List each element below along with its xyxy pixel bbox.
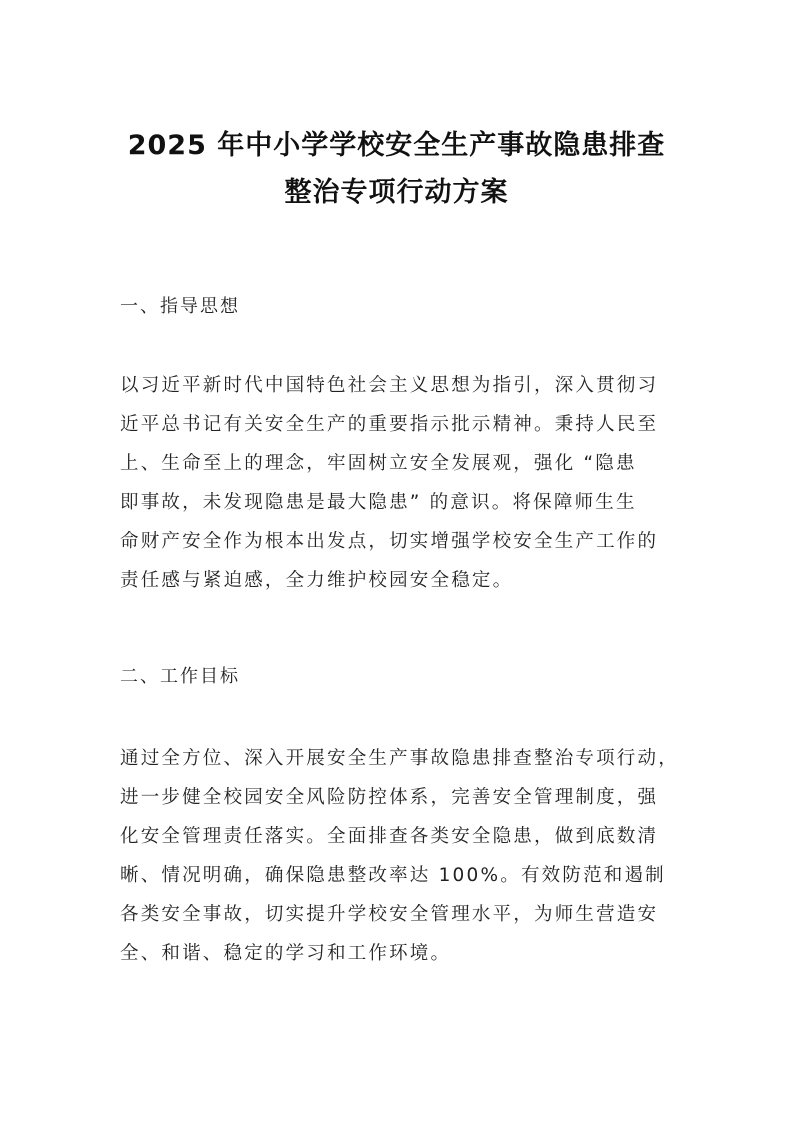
section-heading-work-goals: 二、工作目标 [120,666,240,687]
document-title-line-2: 整治专项行动方案 [284,177,509,208]
paragraph-line: 即事故，未发现隐患是最大隐患” 的意识。将保障师生生 [120,492,637,513]
document-title-line-1: 2025 年中小学学校安全生产事故隐患排查 [127,130,666,161]
paragraph-line: 进一步健全校园安全风险防控体系，完善安全管理制度，强 [120,787,659,808]
paragraph-line: 各类安全事故，切实提升学校安全管理水平，为师生营造安 [120,904,659,925]
section-heading-guiding-ideology: 一、指导思想 [120,296,240,317]
section-paragraph-guiding-ideology [120,366,680,600]
paragraph-line: 以习近平新时代中国特色社会主义思想为指引，深入贯彻习 [120,375,659,396]
paragraph-line: 上、生命至上的理念，牢固树立安全发展观，强化 “隐患 [120,453,637,474]
paragraph-line: 责任感与紧迫感，全力维护校园安全稳定。 [120,570,514,591]
section-paragraph-work-goals [120,739,680,973]
paragraph-line: 命财产安全作为根本出发点，切实增强学校安全生产工作的 [120,531,659,552]
paragraph-line: 通过全方位、深入开展安全生产事故隐患排查整治专项行动， [120,748,679,769]
paragraph-line: 近平总书记有关安全生产的重要指示批示精神。秉持人民至 [120,414,659,435]
paragraph-line: 化安全管理责任落实。全面排查各类安全隐患，做到底数清 [120,826,659,847]
paragraph-line: 全、和谐、稳定的学习和工作环境。 [120,943,452,964]
paragraph-line: 晰、情况明确，确保隐患整改率达 100%。有效防范和遏制 [120,865,666,886]
